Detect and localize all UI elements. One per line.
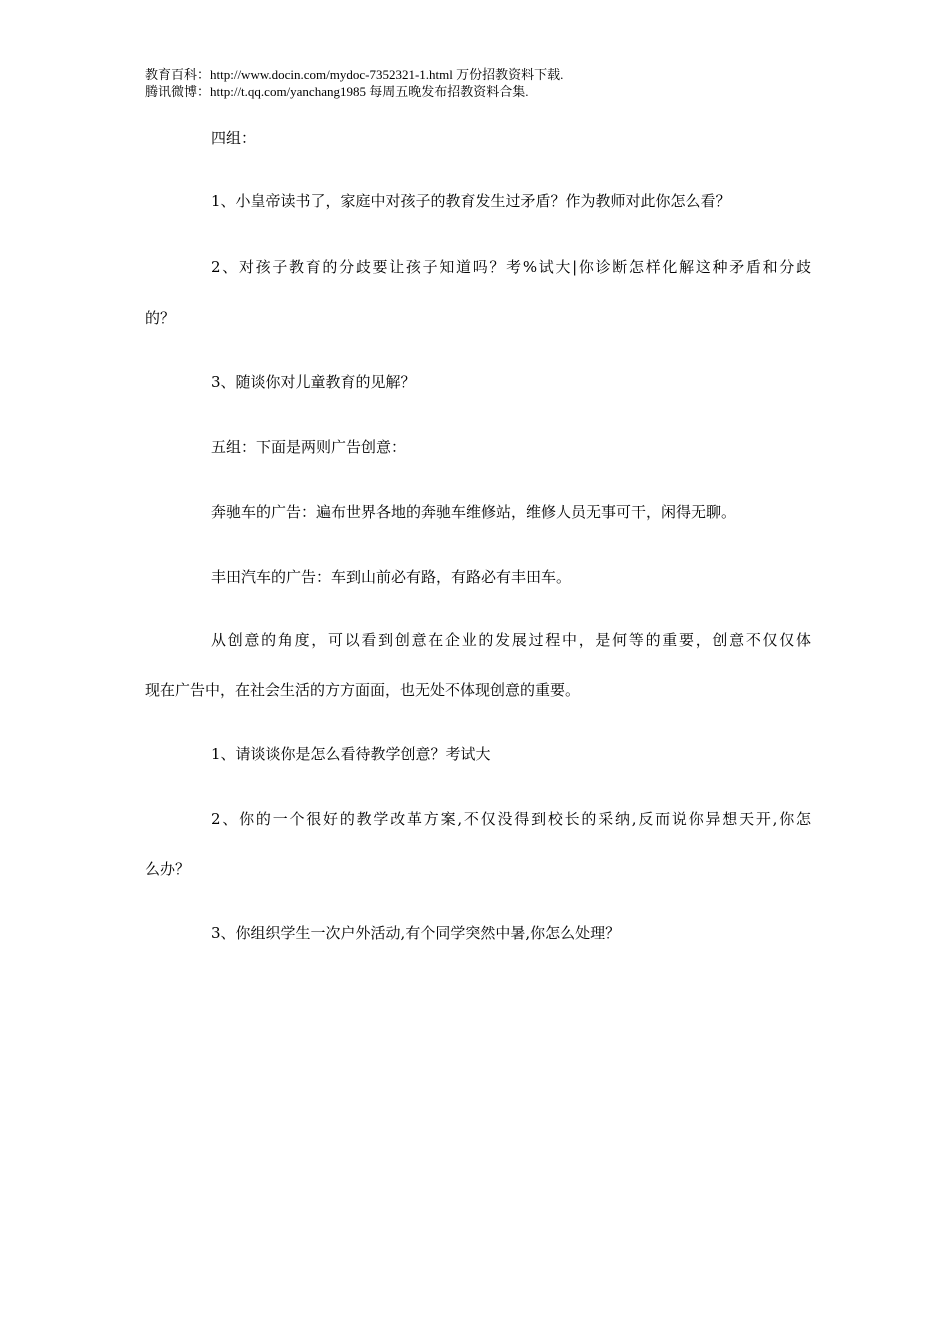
group5-question-3: 3、你组织学生一次户外活动,有个同学突然中暑,你怎么处理？ — [211, 924, 621, 942]
group5-question-2-line1: 2、你的一个很好的教学改革方案,不仅没得到校长的采纳,反而说你异想天开,你怎 — [211, 810, 811, 828]
header-baike-line: 教育百科：http://www.docin.com/mydoc-7352321-1.html 万份招教资料下载. — [145, 67, 564, 82]
creativity-paragraph-line2: 现在广告中，在社会生活的方方面面，也无处不体现创意的重要。 — [145, 681, 581, 699]
benz-ad-paragraph: 奔驰车的广告：遍布世界各地的奔驰车维修站，维修人员无事可干，闲得无聊。 — [211, 503, 737, 521]
group4-question-2-line1: 2、对孩子教育的分歧要让孩子知道吗？考%试大|你诊断怎样化解这种矛盾和分歧 — [211, 258, 811, 276]
header-weibo-line: 腾讯微博：http://t.qq.com/yanchang1985 每周五晚发布招教资料合集. — [145, 84, 529, 99]
group5-question-1: 1、请谈谈你是怎么看待教学创意？考试大 — [211, 745, 491, 763]
group4-question-3: 3、随谈你对儿童教育的见解？ — [211, 373, 416, 391]
group5-title: 五组：下面是两则广告创意： — [211, 438, 407, 456]
creativity-paragraph-line1: 从创意的角度，可以看到创意在企业的发展过程中，是何等的重要，创意不仅仅体 — [211, 631, 811, 649]
group4-title: 四组： — [211, 129, 257, 147]
group5-question-2-line2: 么办？ — [145, 860, 191, 878]
toyota-ad-paragraph: 丰田汽车的广告：车到山前必有路，有路必有丰田车。 — [211, 568, 572, 586]
group4-question-2-line2: 的？ — [145, 309, 176, 327]
group4-question-1: 1、小皇帝读书了，家庭中对孩子的教育发生过矛盾？作为教师对此你怎么看？ — [211, 192, 731, 210]
